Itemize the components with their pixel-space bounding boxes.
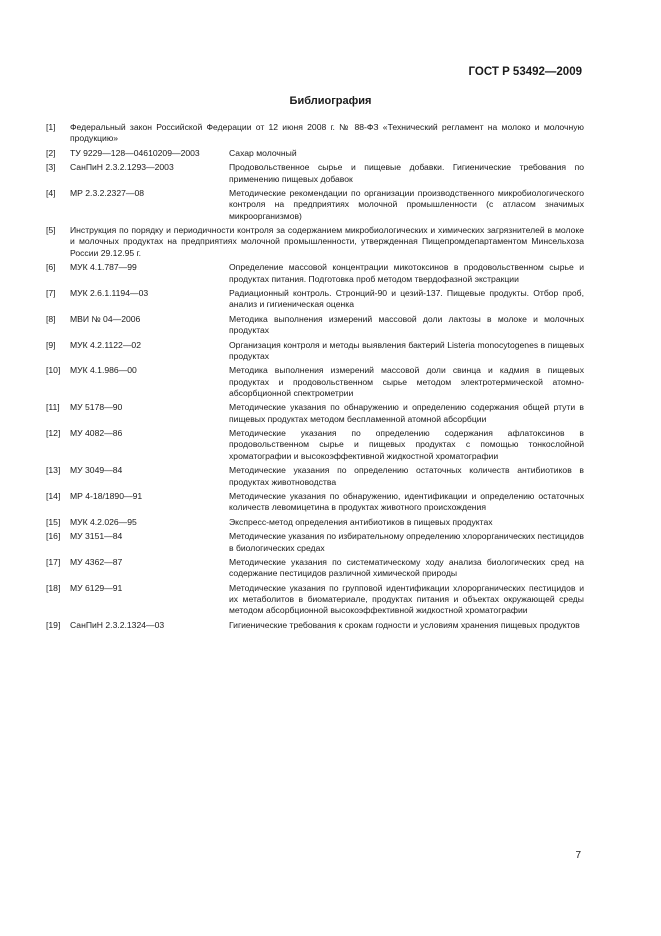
entry-number: [10] [46, 365, 61, 376]
entry-number: [16] [46, 531, 61, 542]
entry-description: Методика выполнения измерений массовой доли свинца и кадмия в пищевых продуктах и продовольственном сырье методом электротермической атомно-абсорбционной спектрометрии [229, 365, 584, 398]
entry-number: [11] [46, 402, 60, 413]
entry-description: Методика выполнения измерений массовой доли лактозы в молоке и молочных продуктах [229, 313, 584, 336]
entry-description: Сахар молочный [229, 147, 297, 158]
entry-document-code: СанПиН 2.3.2.1324—03 [70, 619, 165, 630]
bibliography-entry [46, 402, 584, 425]
entry-description: Радиационный контроль. Стронций-90 и цезий-137. Пищевые продукты. Отбор проб, анализ и гигиеническая оценка [229, 287, 584, 310]
entry-document-code: МУ 4082—86 [70, 428, 123, 439]
entry-number: [1] [46, 122, 56, 132]
bibliography-entry [46, 162, 584, 185]
bibliography-entry [46, 225, 584, 259]
entry-number: [9] [46, 339, 56, 350]
entry-document-code: МВИ № 04—2006 [70, 313, 141, 324]
entry-number: [12] [46, 428, 61, 439]
entry-description: Определение массовой концентрации микотоксинов в продовольственном сырье и продуктах питания. Подготовка проб методом твердофазной экстракции [229, 262, 584, 284]
entry-number: [15] [46, 516, 61, 527]
entry-document-code: МУ 3151—84 [70, 531, 123, 542]
bibliography-entry [46, 517, 584, 528]
entry-document-code: МУК 4.1.986—00 [70, 365, 137, 376]
entry-description: Методические указания по групповой идентификации хлорорганических пестицидов и их метаболитов в биоматериале, продуктах питания и объектах окружающей среды методом абсорбционной высокоэффективной жидкостной хроматографии [229, 582, 584, 616]
entry-document-code: МУК 4.2.1122—02 [70, 339, 141, 350]
entry-document-code: МР 4-18/1890—91 [70, 491, 143, 502]
bibliography-entry [46, 288, 584, 311]
bibliography-entry [46, 365, 584, 399]
entry-description: Методические указания по избирательному определению хлорорганических пестицидов в биологических средах [229, 531, 584, 553]
entry-document-code: МУ 3049—84 [70, 465, 123, 476]
entry-number: [18] [46, 582, 61, 593]
entry-number: [14] [46, 491, 61, 502]
entry-number: [3] [46, 162, 56, 173]
entry-text: Федеральный закон Российской Федерации от 12 июня 2008 г. № 88-ФЗ «Технический регламент на молоко и молочную продукцию» [70, 122, 584, 144]
entry-number: [6] [46, 262, 56, 273]
bibliography-entry [46, 148, 584, 159]
entry-description: Методические указания по систематическому ходу анализа биологических сред на содержание пестицидов различной химической природы [229, 557, 584, 579]
entry-document-code: МУ 4362—87 [70, 557, 123, 568]
entry-number: [13] [46, 465, 61, 476]
entry-number: [4] [46, 188, 56, 199]
bibliography-entry [46, 122, 584, 145]
entry-description: Методические указания по обнаружению, идентификации и определению остаточных количеств левомицетина в продуктах животного происхождения [229, 491, 584, 513]
entry-document-code: МУК 4.2.026—95 [70, 516, 137, 527]
bibliography-entry [46, 557, 584, 580]
bibliography-entry [46, 428, 584, 462]
page-title: Библиография [289, 95, 372, 107]
entry-description: Гигиенические требования к срокам годности и условиям хранения пищевых продуктов [229, 619, 580, 630]
bibliography-entry [46, 465, 584, 488]
entry-number: [8] [46, 313, 56, 324]
entry-number: [7] [46, 287, 56, 298]
entry-number: [2] [46, 147, 56, 158]
entry-number: [5] [46, 225, 56, 236]
entry-document-code: МУ 6129—91 [70, 582, 123, 593]
bibliography-entry [46, 531, 584, 554]
bibliography-entry [46, 314, 584, 337]
document-header: ГОСТ Р 53492—2009 [468, 66, 582, 78]
bibliography-list [46, 122, 584, 634]
bibliography-entry [46, 583, 584, 617]
entry-document-code: СанПиН 2.3.2.1293—2003 [70, 162, 174, 173]
page-number: 7 [575, 850, 581, 861]
bibliography-entry [46, 262, 584, 285]
entry-description: Методические рекомендации по организации производственного микробиологического контроля на предприятиях молочной промышленности (с атласом значимых микроорганизмов) [229, 188, 584, 221]
entry-document-code: МУК 2.6.1.1194—03 [70, 287, 149, 298]
entry-document-code: МУ 5178—90 [70, 402, 123, 413]
entry-description: Организация контроля и методы выявления бактерий Listeria monocytogenes в пищевых продуктах [229, 339, 584, 361]
entry-description: Продовольственное сырье и пищевые добавки. Гигиенические требования по применению пищевых добавок [229, 162, 584, 184]
entry-description: Методические указания по обнаружению и определению содержания общей ртути в пищевых продуктах методом беспламенной атомной абсорбции [229, 402, 584, 424]
entry-number: [17] [46, 557, 61, 568]
bibliography-entry [46, 340, 584, 363]
entry-description: Экспресс-метод определения антибиотиков в пищевых продуктах [229, 516, 493, 527]
entry-document-code: МУК 4.1.787—99 [70, 262, 137, 273]
bibliography-entry [46, 491, 584, 514]
entry-description: Методические указания по определению содержания афлатоксинов в продовольственном сырье и пищевых продуктах с помощью тонкослойной хроматографии и высокоэффективной жидкостной хроматографии [229, 428, 584, 461]
bibliography-entry [46, 188, 584, 222]
bibliography-entry [46, 620, 584, 631]
entry-document-code: ТУ 9229—128—04610209—2003 [70, 147, 200, 158]
entry-text: Инструкция по порядку и периодичности контроля за содержанием микробиологических и химических загрязнителей в молоке и молочных продуктах на предприятиях молочной промышленности, утвержденная Пищепромдепартаментом Минсельхоза России 29.12.95 г. [70, 225, 584, 258]
entry-document-code: МР 2.3.2.2327—08 [70, 188, 145, 199]
entry-number: [19] [46, 619, 61, 630]
entry-description: Методические указания по определению остаточных количеств антибиотиков в продуктах животноводства [229, 465, 584, 487]
